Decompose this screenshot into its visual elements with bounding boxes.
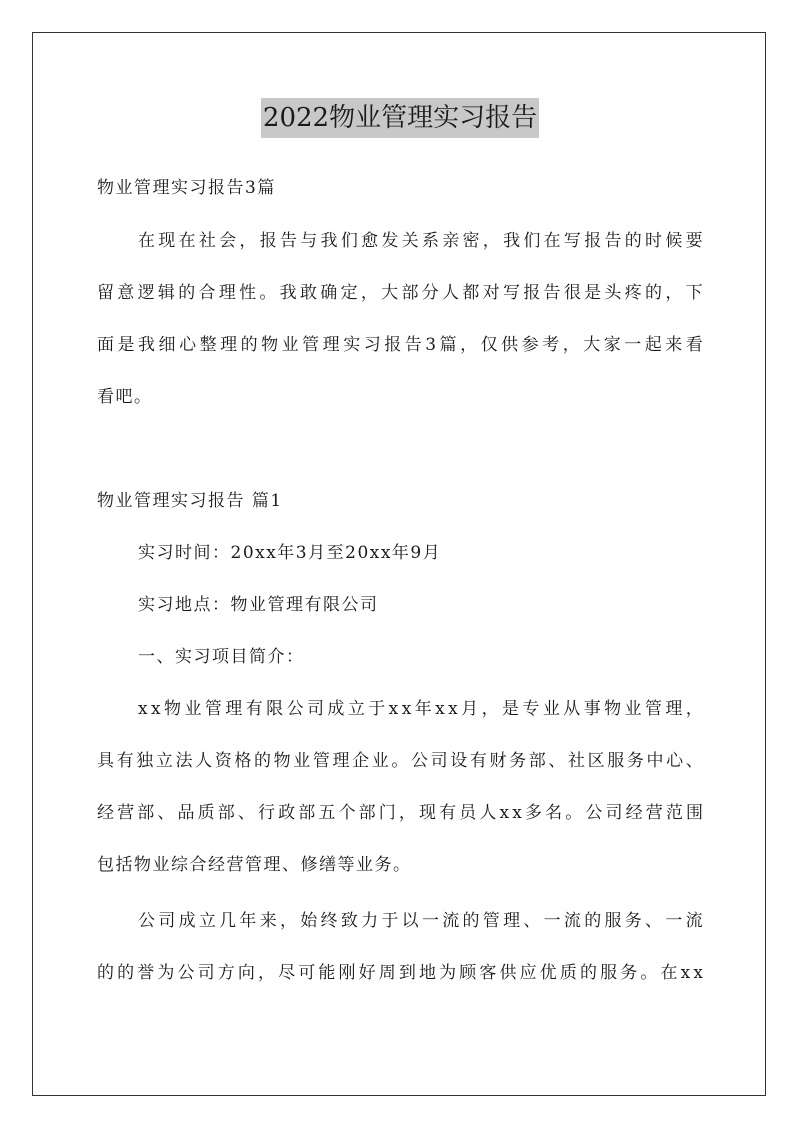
document-title: 2022物业管理实习报告 bbox=[261, 98, 539, 138]
intro-line-2: 留 意 逻 辑 的 合 理 性 。 我 敢 确 定 ， 大 部 分 人 都 对 写 报 告 很 是 头 疼 的 ， 下 bbox=[97, 283, 703, 303]
intro-line-3: 面 是 我 细 心 整 理 的 物 业 管 理 实 习 报 告 3 篇 ， 仅 供 参 考 ， 大 家 一 起 来 看 bbox=[97, 335, 703, 355]
document-subtitle: 物业管理实习报告3篇 bbox=[97, 178, 276, 198]
p2-line-2: 的 的 誉 为 公 司 方 向 ， 尽 可 能 刚 好 周 到 地 为 顾 客 供 应 优 质 的 服 务 。 在 x x bbox=[97, 963, 703, 983]
title-container bbox=[0, 98, 800, 138]
p1-line-2: 具 有 独 立 法 人 资 格 的 物 业 管 理 企 业 。 公 司 设 有 财 务 部 、 社 区 服 务 中 心 、 bbox=[97, 751, 703, 771]
item-heading: 一、实习项目简介： bbox=[138, 647, 305, 667]
intro-line-1: 在 现 在 社 会 ， 报 告 与 我 们 愈 发 关 系 亲 密 ， 我 们 在 写 报 告 的 时 候 要 bbox=[138, 231, 703, 251]
p1-line-1: x x 物 业 管 理 有 限 公 司 成 立 于 x x 年 x x 月 ， 是 专 业 从 事 物 业 管 理 ， bbox=[138, 699, 703, 719]
p1-line-4: 包括物业综合经营管理、修缮等业务。 bbox=[97, 855, 412, 875]
internship-place: 实习地点：物业管理有限公司 bbox=[138, 595, 379, 615]
internship-time: 实习时间：20xx年3月至20xx年9月 bbox=[138, 543, 442, 563]
section-heading: 物业管理实习报告 篇1 bbox=[97, 491, 283, 511]
p1-line-3: 经 营 部 、 品 质 部 、 行 政 部 五 个 部 门 ， 现 有 员 人 x x 多 名 。 公 司 经 营 范 围 bbox=[97, 803, 703, 823]
p2-line-1: 公 司 成 立 几 年 来 ， 始 终 致 力 于 以 一 流 的 管 理 、 一 流 的 服 务 、 一 流 bbox=[138, 911, 703, 931]
intro-line-4: 看吧。 bbox=[97, 387, 153, 407]
